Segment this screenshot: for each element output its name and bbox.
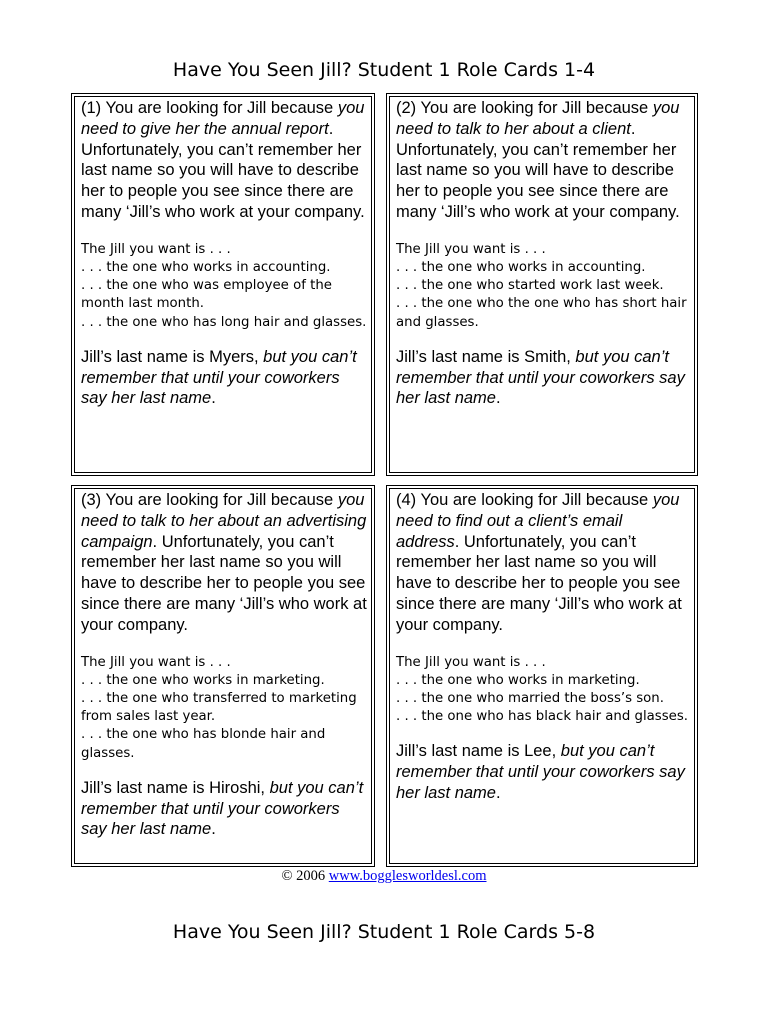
card-last-name: Jill’s last name is Myers, but you can’t remember that until your coworkers say her last name. [81,347,357,408]
clue-heading: The Jill you want is . . . [396,654,546,670]
card-clues [396,241,690,332]
clue-item: . . . the one who works in marketing. [81,672,325,688]
card-clues [81,241,367,332]
clue-item: . . . the one who works in marketing. [396,672,640,688]
clue-item: . . . the one who has black hair and glasses. [396,709,688,725]
clue-item: . . . the one who the one who has short hair and glasses. [396,296,687,330]
clue-item: . . . the one who has long hair and glasses. [81,314,367,330]
clue-item: . . . the one who married the boss’s son. [396,690,664,706]
clue-item: . . . the one who transferred to marketing from sales last year. [81,690,357,725]
role-card-3 [74,488,372,864]
clue-item: . . . the one who has blonde hair and glasses. [81,727,326,761]
role-card-4 [389,488,695,864]
role-card-2 [389,96,695,473]
card-intro: (1) You are looking for Jill because you need to give her the annual report. Unfortunately, you can’t remember her last name so you will have to describe her to people you see since there are many ‘Jill’s who work at your company. [81,99,365,221]
page-title: Have You Seen Jill? Student 1 Role Cards 1-4 [172,59,596,81]
clue-item: . . . the one who was employee of the month last month. [81,278,332,312]
card-last-name: Jill’s last name is Smith, but you can’t remember that until your coworkers say her last name. [396,347,685,408]
copyright-text: © 2006 [281,868,329,884]
role-card-1 [74,96,372,473]
card-clues [81,654,367,763]
card-intro: (2) You are looking for Jill because you need to talk to her about a client. Unfortunately, you can’t remember her last name so you will have to describe her to people you see since there are many ‘Jill’s who work at your company. [396,99,680,221]
clue-item: . . . the one who works in accounting. [396,259,646,275]
card-clues [396,654,690,727]
clue-item: . . . the one who started work last week. [396,278,664,294]
section-title: Have You Seen Jill? Student 1 Role Cards 5-8 [172,921,596,943]
card-intro: (3) You are looking for Jill because you need to talk to her about an advertising campaign. Unfortunately, you can’t remember her last name so you will have to describe her to people you see since there are many ‘Jill’s who work at your company. [81,491,367,634]
clue-item: . . . the one who works in accounting. [81,259,331,275]
website-link[interactable]: www.bogglesworldesl.com [328,868,487,884]
clue-heading: The Jill you want is . . . [81,654,231,670]
card-last-name: Jill’s last name is Hiroshi, but you can’t remember that until your coworkers say her last name. [81,778,364,839]
copyright-footer [0,867,768,885]
card-intro: (4) You are looking for Jill because you need to find out a client’s email address. Unfortunately, you can’t remember her last name so you will have to describe her to people you see since there are many ‘Jill’s who work at your company. [396,491,682,634]
clue-heading: The Jill you want is . . . [396,241,546,257]
clue-heading: The Jill you want is . . . [81,241,231,257]
card-last-name: Jill’s last name is Lee, but you can’t remember that until your coworkers say her last name. [396,742,685,802]
